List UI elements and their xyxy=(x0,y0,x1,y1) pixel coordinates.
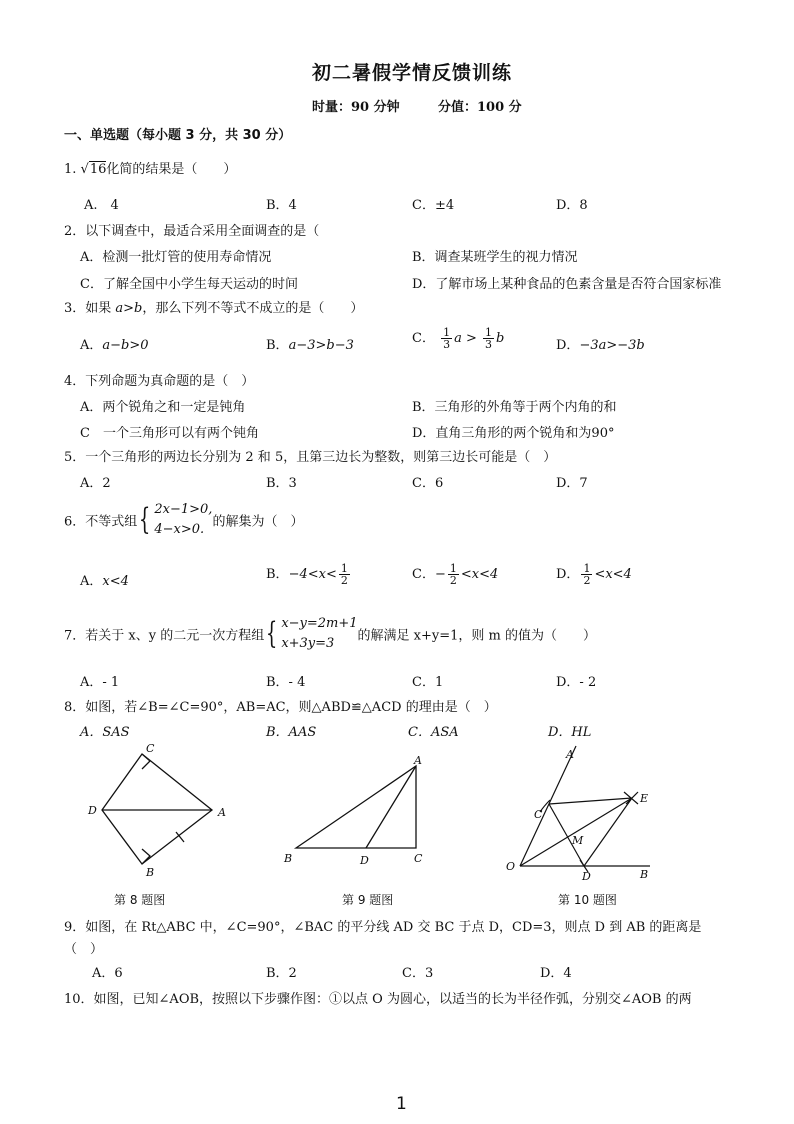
page-title: 初二暑假学情反馈训练 xyxy=(312,62,513,84)
fig10-label-d: D xyxy=(582,870,591,882)
section-heading: 一、单选题（每小题 3 分，共 30 分） xyxy=(64,128,292,143)
q4-option-d: D．直角三角形的两个锐角和为90° xyxy=(412,426,615,441)
figure-9-caption: 第 9 题图 xyxy=(342,893,394,907)
q6-option-b: B．−4<x< $\frac{1}{2}$ xyxy=(266,562,348,587)
fig9-bisector xyxy=(366,766,416,848)
exam-score: 分值：100 分 xyxy=(438,100,522,115)
question-6-stem: 6．不等式组{ 2x−1>0, 4−x>0. 的解集为（ ） xyxy=(64,500,303,540)
q4-option-c: C 一个三角形可以有两个钝角 xyxy=(80,426,259,441)
q3-option-a: A．a−b>0 xyxy=(80,338,149,353)
fig8-right-angle-b xyxy=(142,849,150,864)
q5-option-c: C．6 xyxy=(412,476,444,491)
fig10-label-b: B xyxy=(640,868,649,881)
q9-option-a: A．6 xyxy=(92,966,123,981)
fig8-outline xyxy=(102,754,212,864)
sqrt-expression: √16 xyxy=(80,162,107,177)
page-number: 1 xyxy=(396,1094,407,1114)
q9-option-b: B．2 xyxy=(266,966,297,981)
fig8-label-b: B xyxy=(146,866,155,879)
question-9-stem-cont: （ ） xyxy=(64,942,104,957)
inequality-system: 2x−1>0, 4−x>0. xyxy=(154,502,213,537)
fig10-label-m: M xyxy=(572,834,584,847)
fraction-one-third: $\frac{1}{3}$ xyxy=(443,326,451,351)
question-3-stem: 3．如果 a>b，那么下列不等式不成立的是（ ） xyxy=(64,301,364,316)
brace-icon: { xyxy=(139,502,151,537)
fig9-label-c: C xyxy=(414,852,423,865)
figure-9-diagram xyxy=(278,752,438,872)
fraction-one-third: $\frac{1}{3}$ xyxy=(485,326,493,351)
fig8-right-angle-c xyxy=(142,754,150,769)
q1-option-a: A. 4 xyxy=(84,198,119,213)
question-7-stem: 7．若关于 x、y 的二元一次方程组{ x−y=2m+1 x+3y=3 的解满足 x+y=1，则 m 的值为（ ） xyxy=(64,614,596,654)
fig10-line-ce xyxy=(549,798,632,804)
fig9-label-d: D xyxy=(360,854,369,867)
q9-option-c: C．3 xyxy=(402,966,434,981)
q5-option-b: B．3 xyxy=(266,476,297,491)
question-2-stem: 2．以下调查中，最适合采用全面调查的是（ xyxy=(64,224,320,239)
fig9-label-b: B xyxy=(284,852,293,865)
fig10-label-e: E xyxy=(640,792,649,805)
figure-10-diagram xyxy=(500,742,670,882)
fig8-label-c: C xyxy=(146,742,155,755)
q3-option-d: D．−3a>−3b xyxy=(556,338,645,353)
q2-option-a: A．检测一批灯管的使用寿命情况 xyxy=(80,250,272,265)
exam-time: 时量：90 分钟 xyxy=(312,100,400,115)
q7-option-a: A．- 1 xyxy=(80,675,120,690)
q7-option-d: D．- 2 xyxy=(556,675,597,690)
fig10-label-a: A xyxy=(566,748,574,761)
q8-option-a: A．SAS xyxy=(80,725,130,740)
q2-option-b: B．调查某班学生的视力情况 xyxy=(412,250,578,265)
question-4-stem: 4．下列命题为真命题的是（ ） xyxy=(64,374,255,389)
fig9-triangle xyxy=(296,766,416,848)
q7-option-c: C．1 xyxy=(412,675,444,690)
q4-option-b: B．三角形的外角等于两个内角的和 xyxy=(412,400,617,415)
question-10-stem: 10．如图，已知∠AOB，按照以下步骤作图：①以点 O 为圆心，以适当的长为半径作弧，分别交∠AOB 的两 xyxy=(64,992,692,1007)
q5-option-d: D．7 xyxy=(556,476,588,491)
figure-8-caption: 第 8 题图 xyxy=(114,893,166,907)
question-5-stem: 5．一个三角形的两边长分别为 2 和 5，且第三边长为整数，则第三边长可能是（ ） xyxy=(64,450,557,465)
fig8-label-d: D xyxy=(88,804,97,817)
q7-option-b: B．- 4 xyxy=(266,675,306,690)
fig10-line-de xyxy=(584,798,632,866)
q8-option-c: C．ASA xyxy=(408,725,459,740)
brace-icon: { xyxy=(266,616,278,651)
q1-option-d: D．8 xyxy=(556,198,588,213)
fig9-label-a: A xyxy=(414,754,422,767)
figure-10-caption: 第 10 题图 xyxy=(558,893,617,907)
fig10-label-o: O xyxy=(506,860,516,873)
fig10-ray-oa xyxy=(520,746,576,866)
question-8-stem: 8．如图，若∠B=∠C=90°，AB=AC，则△ABD≌△ACD 的理由是（ ） xyxy=(64,700,497,715)
q5-option-a: A．2 xyxy=(80,476,111,491)
q2-option-c: C．了解全国中小学生每天运动的时间 xyxy=(80,277,298,292)
q8-option-d: D．HL xyxy=(548,725,592,740)
equation-system: x−y=2m+1 x+3y=3 xyxy=(281,616,358,651)
q1-option-b: B．4 xyxy=(266,198,297,213)
q8-option-b: B．AAS xyxy=(266,725,317,740)
q6-option-c: C．− $\frac{1}{2}$ <x<4 xyxy=(412,562,499,587)
q3-option-c: C． $\frac{1}{3}$ a > $\frac{1}{3}$ b xyxy=(412,326,505,351)
q3-option-b: B．a−3>b−3 xyxy=(266,338,354,353)
q2-option-d: D．了解市场上某种食品的色素含量是否符合国家标准 xyxy=(412,277,722,292)
q4-option-a: A．两个锐角之和一定是钝角 xyxy=(80,400,246,415)
question-1-stem: 1. √16化简的结果是（ ） xyxy=(64,162,237,177)
fig10-label-c: C xyxy=(534,808,543,821)
question-9-stem: 9．如图，在 Rt△ABC 中，∠C=90°，∠BAC 的平分线 AD 交 BC 于点 D，CD=3，则点 D 到 AB 的距离是 xyxy=(64,920,702,935)
figure-8-diagram xyxy=(80,742,240,882)
q1-option-c: C．±4 xyxy=(412,198,455,213)
q9-option-d: D．4 xyxy=(540,966,572,981)
q6-option-d: D． $\frac{1}{2}$ <x<4 xyxy=(556,562,632,587)
q6-option-a: A．x<4 xyxy=(80,574,129,589)
fig8-label-a: A xyxy=(218,806,226,819)
